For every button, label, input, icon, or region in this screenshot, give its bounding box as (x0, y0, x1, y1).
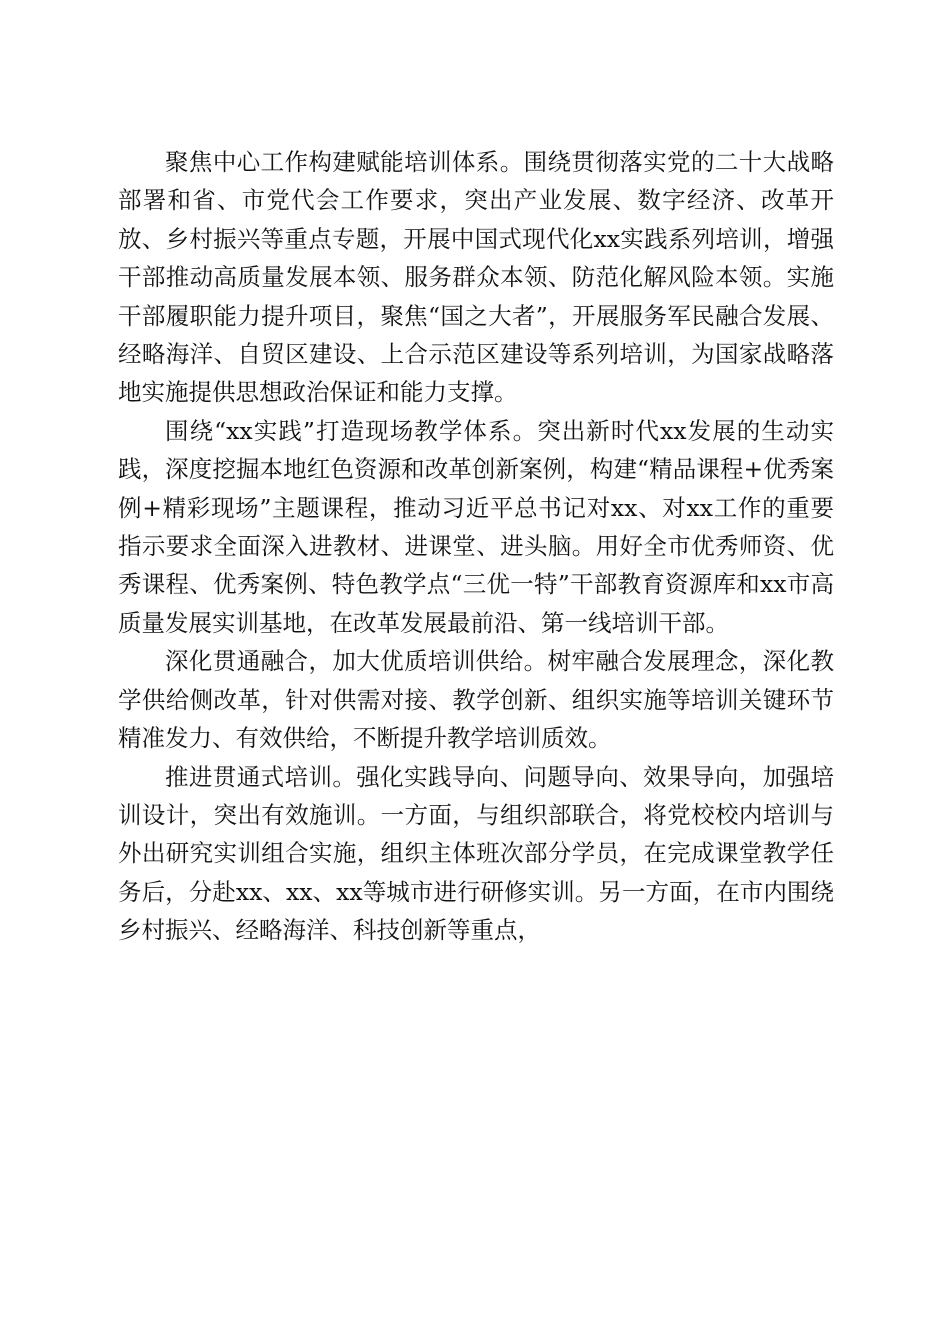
document-body (118, 143, 834, 950)
paragraph-training-system: 聚焦中心工作构建赋能培训体系。围绕贯彻落实党的二十大战略部署和省、市党代会工作要求，突出产业发展、数字经济、改革开放、乡村振兴等重点专题，开展中国式现代化xx实践系列培训，增强干部推动高质量发展本领、服务群众本领、防范化解风险本领。实施干部履职能力提升项目，聚焦“国之大者”，开展服务军民融合发展、经略海洋、自贸区建设、上合示范区建设等系列培训，为国家战略落地实施提供思想政治保证和能力支撑。 (118, 148, 834, 407)
paragraph-integration-supply: 深化贯通融合，加大优质培训供给。树牢融合发展理念，深化教学供给侧改革，针对供需对接、教学创新、组织实施等培训关键环节精准发力、有效供给，不断提升教学培训质效。 (118, 647, 834, 753)
paragraph-through-training: 推进贯通式培训。强化实践导向、问题导向、效果导向，加强培训设计，突出有效施训。一方面，与组织部联合，将党校校内培训与外出研究实训组合实施，组织主体班次部分学员，在完成课堂教学任务后，分赴xx、xx、xx等城市进行研修实训。另一方面，在市内围绕乡村振兴、经略海洋、科技创新等重点， (118, 762, 834, 945)
paragraph-onsite-teaching: 围绕“xx实践”打造现场教学体系。突出新时代xx发展的生动实践，深度挖掘本地红色资源和改革创新案例，构建“精品课程+优秀案例+精彩现场”主题课程，推动习近平总书记对xx、对xx工作的重要指示要求全面深入进教材、进课堂、进头脑。用好全市优秀师资、优秀课程、优秀案例、特色教学点“三优一特”干部教育资源库和xx市高质量发展实训基地，在改革发展最前沿、第一线培训干部。 (118, 416, 834, 637)
